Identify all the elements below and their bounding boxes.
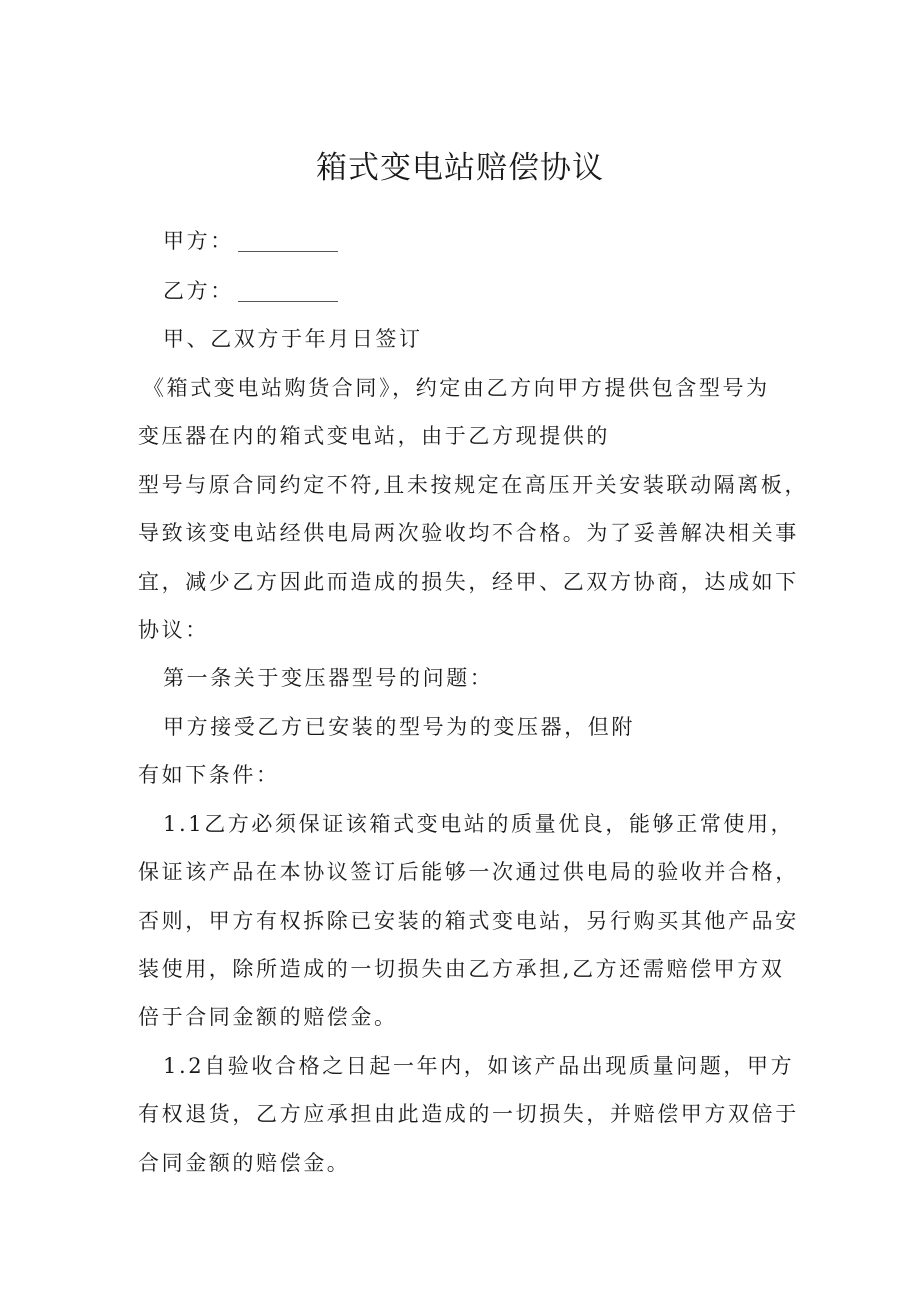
body-line: 变压器在内的箱式变电站，由于乙方现提供的 (138, 424, 610, 448)
body-line: 倍于合同金额的赔偿金。 (138, 1005, 398, 1029)
body-line: 有权退货，乙方应承担由此造成的一切损失，并赔偿甲方双倍于 (138, 1102, 799, 1126)
body-line: 《箱式变电站购货合同》，约定由乙方向甲方提供包含型号为 (143, 376, 770, 400)
party-b-label: 乙方： (163, 279, 234, 303)
party-b-blank (238, 279, 338, 302)
body-line: 导致该变电站经供电局两次验收均不合格。为了妥善解决相关事 (138, 521, 799, 545)
body-line: 宜，减少乙方因此而造成的损失，经甲、乙双方协商，达成如下 (138, 570, 799, 594)
body-line: 合同金额的赔偿金。 (138, 1151, 351, 1175)
clause-1-1: 1.1乙方必须保证该箱式变电站的质量优良，能够正常使用， (163, 812, 795, 836)
body-line: 甲方接受乙方已安装的型号为的变压器，但附 (163, 715, 635, 739)
party-a-label: 甲方： (163, 229, 234, 253)
body-line: 否则，甲方有权拆除已安装的箱式变电站，另行购买其他产品安 (138, 909, 799, 933)
party-a-line (163, 226, 338, 256)
body-line: 协议： (138, 618, 209, 642)
party-b-line (163, 276, 338, 306)
article-heading: 第一条关于变压器型号的问题： (163, 666, 494, 690)
document-title: 箱式变电站赔偿协议 (316, 150, 604, 186)
body-line: 保证该产品在本协议签订后能够一次通过供电局的验收并合格， (138, 860, 799, 884)
clause-1-2: 1.2自验收合格之日起一年内，如该产品出现质量问题，甲方 (163, 1054, 795, 1078)
body-line: 有如下条件： (138, 763, 280, 787)
party-a-blank (238, 229, 338, 252)
body-line: 装使用，除所造成的一切损失由乙方承担,乙方还需赔偿甲方双 (138, 957, 785, 981)
body-line: 甲、乙双方于年月日签订 (163, 327, 423, 351)
body-line: 型号与原合同约定不符,且未按规定在高压开关安装联动隔离板， (138, 473, 809, 497)
